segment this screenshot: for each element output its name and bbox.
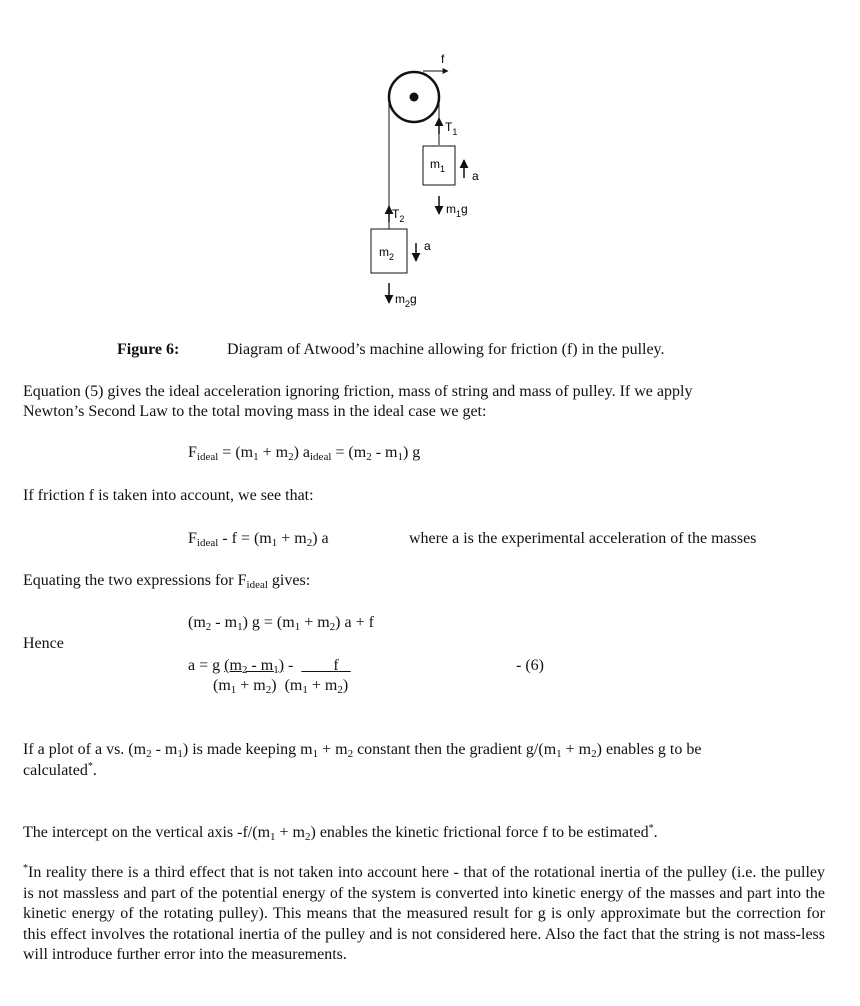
atwood-diagram [0,0,860,320]
footnote [23,863,825,966]
tension1-label: $T_1$ [445,120,458,137]
mass2-box [371,229,407,273]
equation-friction: $F_{ideal} - f = (m_1 + m_2)$ a [188,530,329,549]
equation-number: - (6) [516,657,544,674]
hence-label: Hence [23,635,64,652]
para1-line2: Newton’s Second Law to the total moving mass in the ideal case we get: [23,403,487,420]
figure-caption-text: Diagram of Atwood’s machine allowing for friction (f) in the pulley. [227,341,665,358]
para1-line1: Equation (5) gives the ideal acceleration ignoring friction, mass of string and mass of pulley. If we apply [23,383,693,400]
equation-acceleration: a = g $(m_2 - m_1)$ - f [188,657,339,676]
equation-equated: $(m_2 - m_1) g = (m_1 + m_2) a + f$ [188,614,374,633]
accel2-label: a [424,239,431,253]
para5: The intercept on the vertical axis $-f/(m_1 + m_2)$ enables the kinetic frictional force f to be estimated*. [23,823,658,843]
equation-ideal-force: $F_{ideal} = (m_1 + m_2) a_{ideal} = (m_2 - m_1)$ g [188,444,421,463]
para4-line1: If a plot of a vs. $(m_2 - m_1)$ is made keeping $m_1 + m_2$ constant then the gradient $g/(m_1 + m_2)$ enables g to be [23,741,702,760]
weight1-label: $m_1g$ [446,202,468,219]
para4-line2: calculated*. [23,761,97,779]
friction-label: f [441,52,445,66]
mass2-label: $m_2$ [379,245,395,262]
weight2-label: $m_2g$ [395,292,417,309]
mass1-label: $m_1$ [430,157,446,174]
para2: If friction f is taken into account, we see that: [23,487,314,504]
accel1-label: a [472,169,479,183]
equation-acceleration-denominators: $(m_1 + m_2) (m_1 + m_2)$ [213,677,349,696]
footnote-marker: * [23,863,28,874]
figure-caption-label: Figure 6: [117,341,180,358]
tension2-label: $T_2$ [392,207,405,224]
pulley-center [410,93,419,102]
para3: Equating the two expressions for $F_{ideal}$ gives: [23,572,311,591]
footnote-text: In reality there is a third effect that is not taken into account here - that of the rotational inertia of the pulley (i.e. the pulley is not massless and part of the potential energy of the system is converted into kinetic energy of the masses and part into the kinetic energy of the rotating pulley). This means that the measured result for g is only approximate but the correction for this effect involves the rotational inertia of the pulley and is not considered here. Also the fact that the string is not mass-less will introduce further error into the measurements. [23,864,825,963]
equation-friction-note: where a is the experimental acceleration of the masses [409,530,757,547]
